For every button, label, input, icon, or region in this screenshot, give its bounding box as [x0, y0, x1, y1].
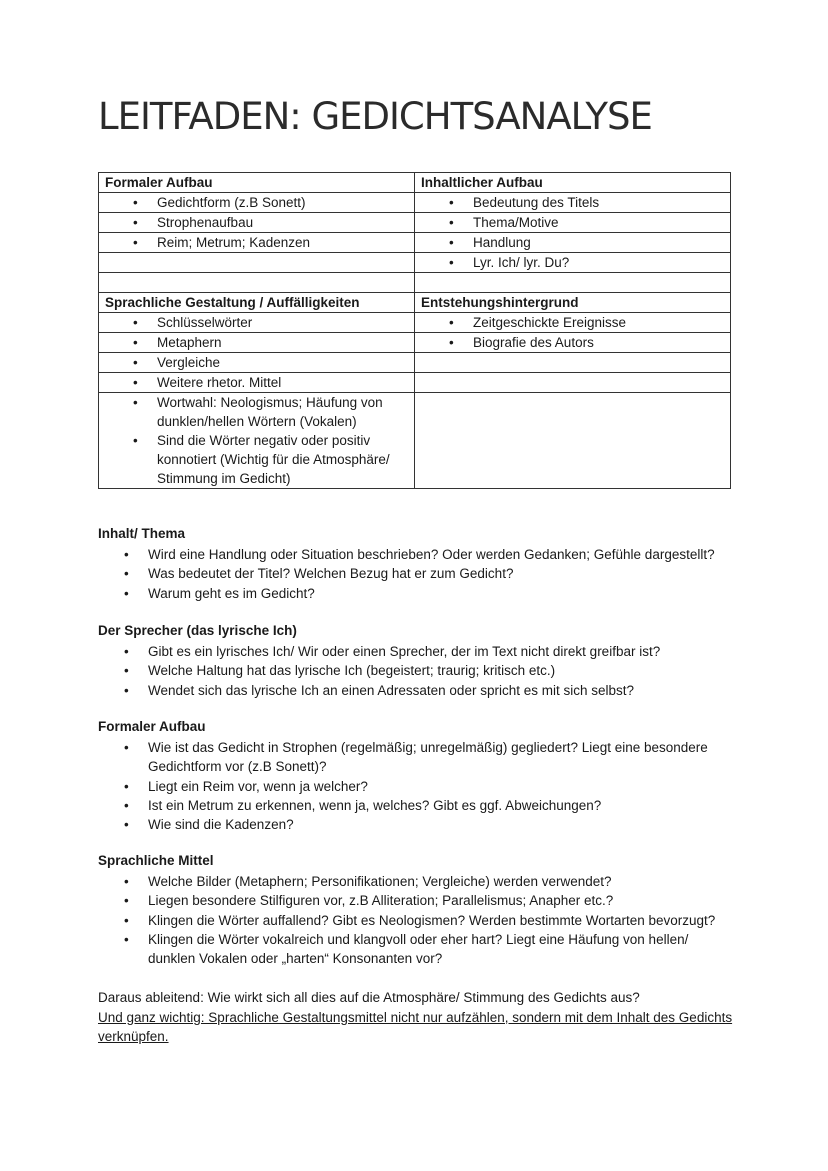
page-title: LEITFADEN: GEDICHTSANALYSE	[98, 95, 652, 138]
table-row	[99, 333, 731, 353]
list-item: • Handlung	[473, 235, 531, 250]
table-row	[99, 273, 731, 293]
table-row	[99, 393, 731, 489]
table-row	[99, 213, 731, 233]
footer-note	[98, 988, 738, 1047]
list-item: • Vergleiche	[157, 355, 221, 370]
list-item: • Welche Bilder (Metaphern; Personifikationen; Vergleiche) werden verwendet?	[98, 872, 728, 891]
list-item: • Liegt ein Reim vor, wenn ja welcher?	[98, 777, 728, 796]
table-cell	[99, 353, 415, 373]
table-cell	[415, 233, 731, 253]
table-cell	[99, 333, 415, 353]
list-item: • Zeitgeschickte Ereignisse	[473, 315, 627, 330]
list-item: • Bedeutung des Titels	[473, 195, 600, 210]
section-heading: Sprachliche Mittel	[98, 853, 214, 868]
overview-table	[98, 172, 731, 489]
table-cell	[415, 253, 731, 273]
section-formal	[98, 717, 728, 834]
formal-header: Formaler Aufbau	[99, 173, 415, 193]
table-cell	[415, 193, 731, 213]
list-item: • Biografie des Autors	[473, 335, 594, 350]
list-item: • Reim; Metrum; Kadenzen	[157, 235, 311, 250]
entsteh-header: Entstehungshintergrund	[415, 293, 731, 313]
list-item: • Liegen besondere Stilfiguren vor, z.B Alliteration; Parallelismus; Anapher etc.?	[98, 891, 728, 910]
list-item: • Welche Haltung hat das lyrische Ich (begeistert; traurig; kritisch etc.)	[98, 661, 728, 680]
table-row	[99, 373, 731, 393]
table-row	[99, 313, 731, 333]
table-cell	[415, 393, 731, 489]
list-item: • Wendet sich das lyrische Ich an einen Adressaten oder spricht es mit sich selbst?	[98, 681, 728, 700]
list-item: • Klingen die Wörter auffallend? Gibt es Neologismen? Werden bestimmte Wortarten bevorzugt?	[98, 911, 728, 930]
list-item: • Sind die Wörter negativ oder positiv konnotiert (Wichtig für die Atmosphäre/ Stimmung im Gedicht)	[157, 433, 390, 486]
section-heading: Inhalt/ Thema	[98, 526, 186, 541]
table-row	[99, 173, 731, 193]
table-cell	[415, 353, 731, 373]
table-row	[99, 253, 731, 273]
table-row	[99, 293, 731, 313]
table-row	[99, 193, 731, 213]
list-item: • Was bedeutet der Titel? Welchen Bezug hat er zum Gedicht?	[98, 564, 728, 583]
list-item: • Ist ein Metrum zu erkennen, wenn ja, welches? Gibt es ggf. Abweichungen?	[98, 796, 728, 815]
footer-line: Daraus ableitend: Wie wirkt sich all dies auf die Atmosphäre/ Stimmung des Gedichts aus?	[98, 990, 640, 1005]
inhalt-header: Inhaltlicher Aufbau	[415, 173, 731, 193]
list-item: • Schlüsselwörter	[157, 315, 253, 330]
list-item: • Thema/Motive	[473, 215, 559, 230]
table-cell	[99, 233, 415, 253]
list-item: • Warum geht es im Gedicht?	[98, 584, 728, 603]
list-item: • Gibt es ein lyrisches Ich/ Wir oder einen Sprecher, der im Text nicht direkt greifbar ist?	[98, 642, 728, 661]
table-cell	[99, 193, 415, 213]
table-row	[99, 233, 731, 253]
section-inhalt	[98, 524, 728, 603]
list-item: • Wie ist das Gedicht in Strophen (regelmäßig; unregelmäßig) gegliedert? Liegt eine besondere Gedichtform vor (z.B Sonett)?	[98, 738, 728, 777]
table-row	[99, 353, 731, 373]
list-item: • Klingen die Wörter vokalreich und klangvoll oder eher hart? Liegt eine Häufung von hellen/ dunklen Vokalen oder „harten“ Konsonanten vor?	[98, 930, 728, 969]
sprach-header: Sprachliche Gestaltung / Auffälligkeiten	[99, 293, 415, 313]
table-cell	[99, 373, 415, 393]
table-cell	[415, 313, 731, 333]
list-item: • Wie sind die Kadenzen?	[98, 815, 728, 834]
section-sprachmittel	[98, 851, 728, 968]
section-heading: Formaler Aufbau	[98, 719, 206, 734]
list-item: • Strophenaufbau	[157, 215, 254, 230]
footer-important: Und ganz wichtig: Sprachliche Gestaltungsmittel nicht nur aufzählen, sondern mit dem Inhalt des Gedichts verknüpfen.	[98, 1009, 733, 1044]
list-item: • Wird eine Handlung oder Situation beschrieben? Oder werden Gedanken; Gefühle dargestellt?	[98, 545, 728, 564]
table-cell	[99, 393, 415, 489]
table-cell	[415, 333, 731, 353]
section-sprecher	[98, 621, 728, 700]
list-item: • Lyr. Ich/ lyr. Du?	[473, 255, 570, 270]
table-cell	[99, 273, 415, 293]
table-cell	[99, 253, 415, 273]
list-item: • Weitere rhetor. Mittel	[157, 375, 282, 390]
list-item: • Metaphern	[157, 335, 222, 350]
table-cell	[415, 373, 731, 393]
table-cell	[415, 273, 731, 293]
list-item: • Gedichtform (z.B Sonett)	[157, 195, 306, 210]
list-item: • Wortwahl: Neologismus; Häufung von dunklen/hellen Wörtern (Vokalen)	[157, 395, 383, 429]
table-cell	[99, 313, 415, 333]
section-heading: Der Sprecher (das lyrische Ich)	[98, 623, 297, 638]
table-cell	[415, 213, 731, 233]
table-cell	[99, 213, 415, 233]
